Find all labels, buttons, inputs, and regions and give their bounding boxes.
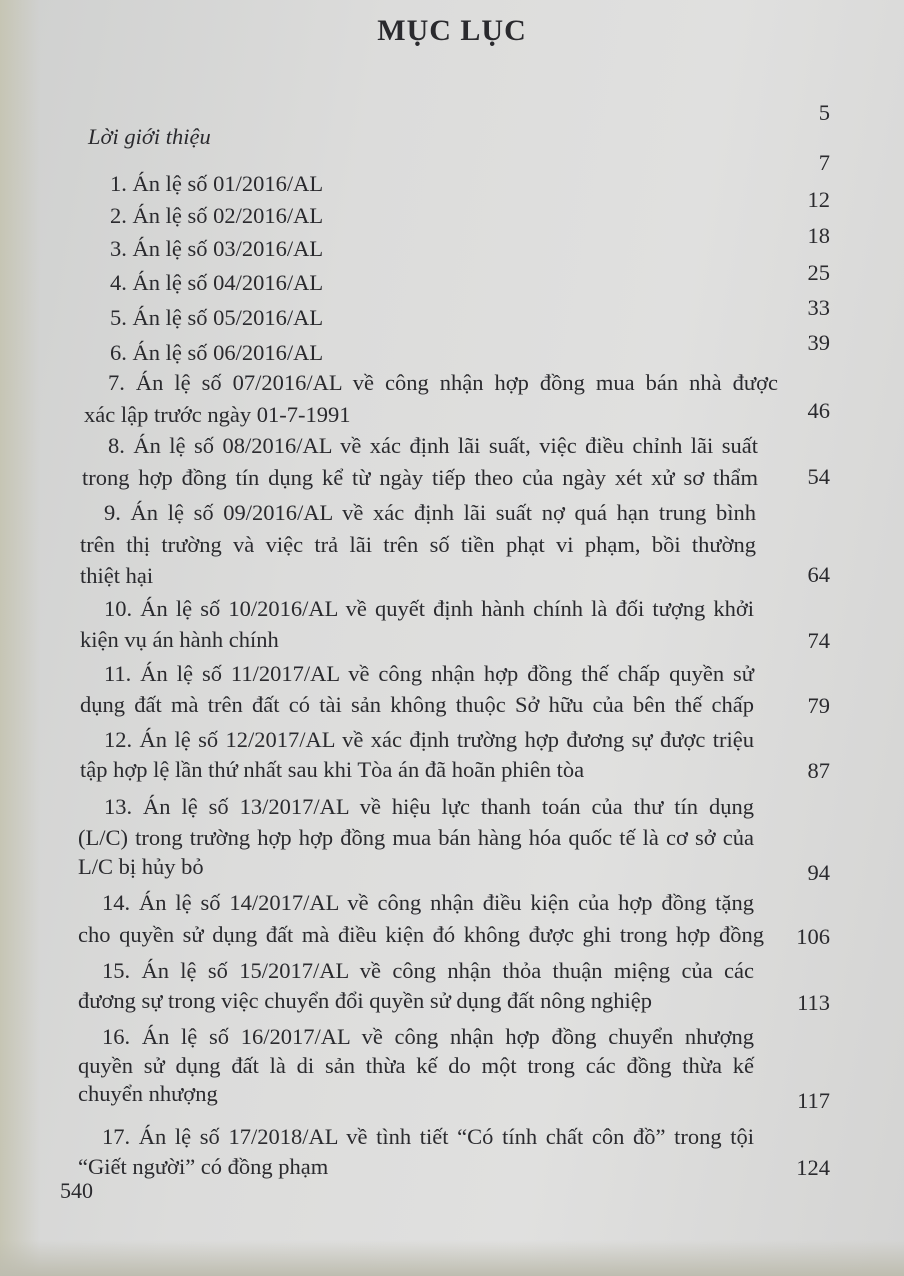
toc-page-number: 18 [807,223,830,248]
toc-page-number: 106 [796,924,830,949]
toc-entry-label: 5. Án lệ số 05/2016/AL [110,305,324,330]
toc-entry-label: Lời giới thiệu [88,124,211,149]
toc-page-number: 64 [807,562,830,587]
toc-page-number: 79 [807,693,830,718]
toc-entry-label: 2. Án lệ số 02/2016/AL [110,203,324,228]
toc-page-number: 7 [818,150,830,175]
toc-entry-line: quyền sử dụng đất là di sản thừa kế do một trong các đồng thừa kế [78,1053,754,1078]
toc-entry-label: 6. Án lệ số 06/2016/AL [110,340,324,365]
toc-entry-line: thiệt hại [80,563,154,588]
toc-page-number: 87 [807,758,830,783]
toc-entry-line: trong hợp đồng tín dụng kể từ ngày tiếp theo của ngày xét xử sơ thẩm [82,465,758,490]
toc-entry-line: 7. Án lệ số 07/2016/AL về công nhận hợp đồng mua bán nhà được [108,370,778,395]
toc-entry-line: L/C bị hủy bỏ [78,854,204,879]
toc-entry-line: 12. Án lệ số 12/2017/AL về xác định trường hợp đương sự được triệu [104,727,754,752]
toc-page-number: 117 [797,1088,830,1113]
toc-entry-line: 8. Án lệ số 08/2016/AL về xác định lãi suất, việc điều chỉnh lãi suất [108,433,758,458]
toc-page-number: 74 [807,628,830,653]
toc-page-number: 39 [807,330,830,355]
toc-entry-line: “Giết người” có đồng phạm [78,1154,329,1179]
toc-entry-line: tập hợp lệ lần thứ nhất sau khi Tòa án đã hoãn phiên tòa [80,757,585,782]
page-bottom-shadow [0,1240,904,1276]
page-folio-number: 540 [60,1178,93,1203]
toc-entry-line: 16. Án lệ số 16/2017/AL về công nhận hợp đồng chuyển nhượng [102,1024,754,1049]
toc-page-number: 25 [807,260,830,285]
toc-entry-line: 14. Án lệ số 14/2017/AL về công nhận điều kiện của hợp đồng tặng [102,890,754,915]
toc-page-number: 12 [807,187,830,212]
toc-entry-line: 11. Án lệ số 11/2017/AL về công nhận hợp đồng thế chấp quyền sử [104,661,754,686]
toc-entry-line: chuyển nhượng [78,1081,218,1106]
toc-page-number: 46 [807,398,830,423]
toc-entry-line: (L/C) trong trường hợp hợp đồng mua bán hàng hóa quốc tế là cơ sở của [78,825,754,850]
toc-page-number: 33 [807,295,830,320]
toc-entry-line: 10. Án lệ số 10/2016/AL về quyết định hành chính là đối tượng khởi [104,596,754,621]
toc-page-number: 5 [818,100,830,125]
toc-entry-line: 9. Án lệ số 09/2016/AL về xác định lãi suất nợ quá hạn trung bình [104,500,756,525]
toc-entry-line: 15. Án lệ số 15/2017/AL về công nhận thỏa thuận miệng của các [102,958,754,983]
toc-title: MỤC LỤC [377,14,527,47]
toc-entry-line: đương sự trong việc chuyển đổi quyền sử dụng đất nông nghiệp [78,988,653,1013]
toc-page-number: 124 [796,1155,830,1180]
toc-entry-line: kiện vụ án hành chính [80,627,279,652]
toc-entry-line: trên thị trường và việc trả lãi trên số tiền phạt vi phạm, bồi thường [80,532,756,557]
toc-entry-line: xác lập trước ngày 01-7-1991 [84,402,351,427]
toc-entry-line: dụng đất mà trên đất có tài sản không thuộc Sở hữu của bên thế chấp [80,692,754,717]
toc-entry-label: 4. Án lệ số 04/2016/AL [110,270,324,295]
toc-entry-line: cho quyền sử dụng đất mà điều kiện đó không được ghi trong hợp đồng [78,922,764,947]
toc-entry-line: 13. Án lệ số 13/2017/AL về hiệu lực thanh toán của thư tín dụng [104,794,754,819]
toc-page-number: 113 [797,990,830,1015]
toc-page-number: 54 [807,464,830,489]
toc-entry-label: 1. Án lệ số 01/2016/AL [110,171,324,196]
toc-entry-line: 17. Án lệ số 17/2018/AL về tình tiết “Có tính chất côn đồ” trong tội [102,1124,754,1149]
toc-page-number: 94 [807,860,830,885]
toc-entry-label: 3. Án lệ số 03/2016/AL [110,236,324,261]
